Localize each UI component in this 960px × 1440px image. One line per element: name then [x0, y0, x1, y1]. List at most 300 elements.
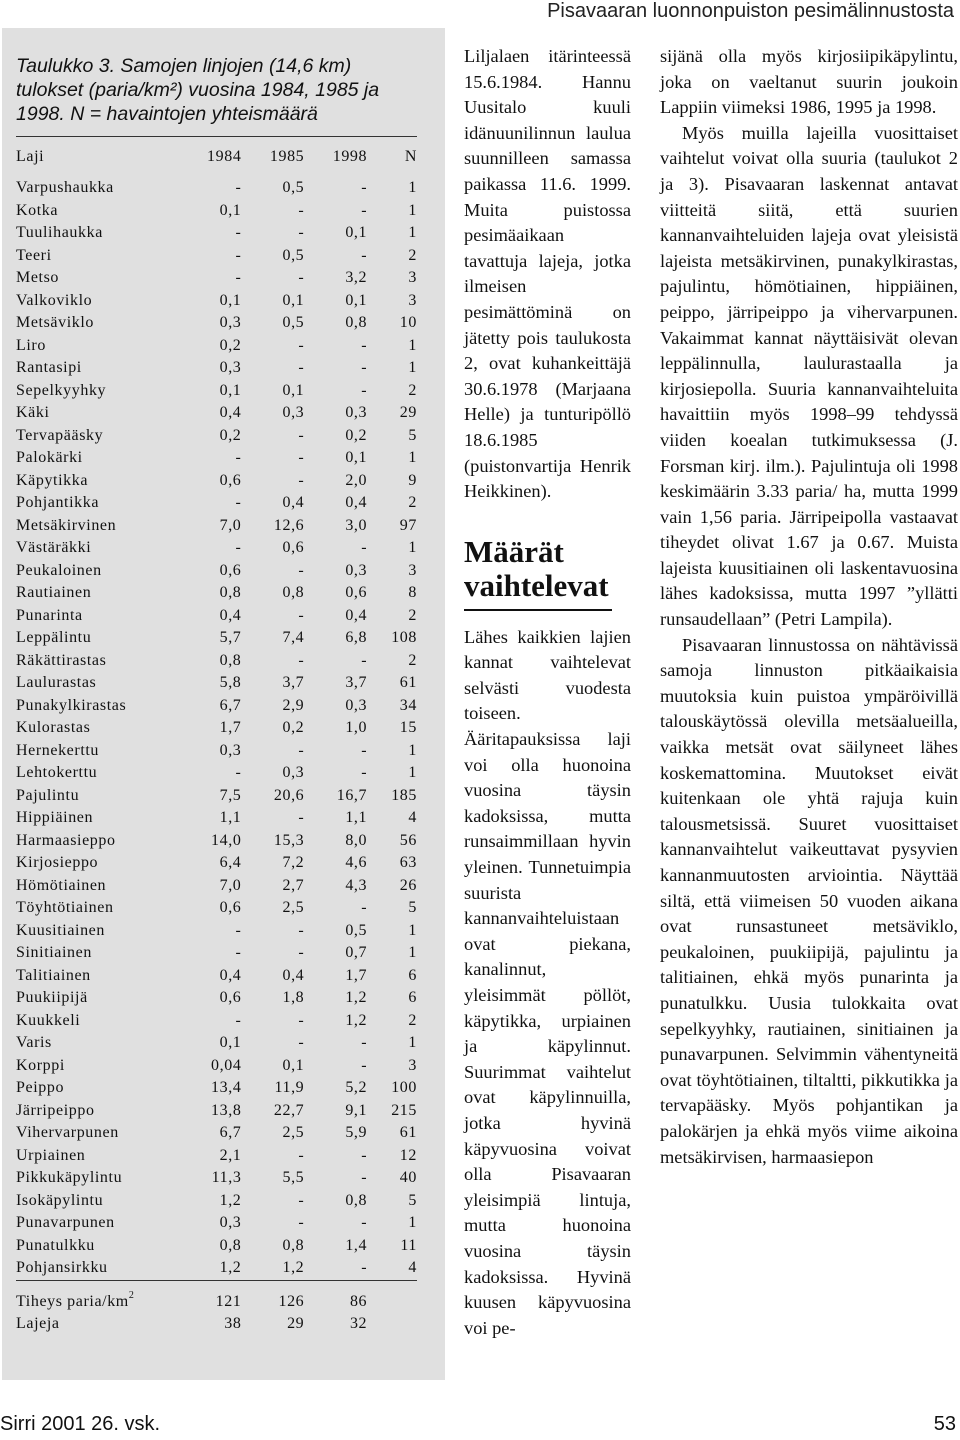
table-cell: 2	[408, 606, 417, 624]
table-cell: -	[361, 1214, 368, 1231]
header-n: N	[404, 148, 417, 165]
table-cell: 1,2	[219, 1191, 242, 1209]
table-cell: 5	[408, 899, 417, 916]
paragraph: Pisavaaran linnustossa on nähtävissä samoja linnuston pitkäaikaisia muutoksia kuin puistoa ympäröivillä talouskäytössä olevilla metsäalueilla, vaikka metsät ovat säilyneet lähes koskemattomina. Muutokset eivät kuitenkaan ole yhtä rajuja kuin talousmetsissä. Suuret vuosittaiset kannanvaihtelut vaikeuttavat pysyvien kannanmuutosten arviointia. Näyttää siltä, että viimeisen 50 vuoden aikana ovat runsastuneet metsäviklo, peukaloinen, puukiipijä, pajulintu ja talitiainen, ehkä myös punarinta ja punatulkku. Uusia tulokkaita ovat sepelkyyhky, rautiainen, sinitiainen ja punavarpunen. Selvimmin vähentyneitä ovat töyhtötiainen, tiltaltti, pikkutikka ja tervapääsky. Myös pohjantikan ja palokärjen ja ehkä myös viime aikoina metsäkirvisen, harmaasiepon	[660, 634, 958, 1167]
paragraph: Lähes kaikkien lajien kannat vaihtelevat selvästi vuodesta toiseen. Ääritapauksissa laji voi olla huonoina vuosina täysin kadoksissa, mutta runsaimmillaan hyvin yleinen. Tunnetuimpia suurista kannanvaihteluistaan ovat piekana, kanalinnut, yleisimmät pöllöt, käpytikka, urpiainen ja käpylinnut. Suurimmat vaihtelut ovat käpylinnuilla, jotka hyvinä käpyvuosina voivat olla Pisavaaran yleisimpiä lintuja, mutta huonoina vuosina täysin kadoksissa. Hyvinä kuusen käpyvuosina voi pe-	[464, 626, 631, 1338]
species-name: Talitiainen	[16, 966, 91, 984]
table-cell: 4,3	[345, 876, 368, 894]
table-cell: 13,8	[211, 1101, 242, 1119]
table-cell: 5,9	[345, 1124, 368, 1141]
header-laji: Laji	[16, 148, 45, 165]
species-name: Laulurastas	[16, 674, 97, 691]
table-cell: -	[298, 269, 305, 286]
header-1998: 1998	[332, 148, 368, 165]
table-cell: 29	[399, 404, 417, 421]
table-cell: 40	[399, 1169, 417, 1186]
table-cell: 0,1	[282, 381, 305, 399]
table-cell: -	[298, 224, 305, 241]
table-cell: 11,9	[274, 1079, 305, 1096]
species-name: Varis	[16, 1034, 52, 1051]
table-row	[16, 762, 417, 785]
table-cell: 0,4	[345, 494, 368, 511]
species-name: Sepelkyyhky	[16, 381, 107, 399]
table-row	[16, 492, 417, 515]
table-cell: 20,6	[273, 786, 305, 804]
table-cell: 6	[408, 966, 417, 984]
table-cell: 6,8	[345, 629, 368, 646]
table-cell: -	[298, 471, 305, 489]
table-cell: 12	[399, 1146, 417, 1164]
table-cell: 0,3	[282, 404, 305, 421]
table-cell: -	[298, 561, 305, 579]
table-cell: -	[361, 381, 368, 399]
table-cell: -	[235, 1011, 242, 1029]
table-cell: -	[235, 944, 242, 961]
table-cell: 2,5	[282, 899, 305, 916]
table-cell: 5,7	[219, 629, 242, 646]
table-row	[16, 1212, 417, 1235]
table-cell: 3	[408, 561, 417, 579]
table-cell: 34	[399, 696, 417, 714]
species-name: Punakylkirastas	[16, 696, 127, 714]
species-name: Vihervarpunen	[16, 1124, 119, 1141]
table-cell: 0,1	[282, 1056, 305, 1074]
table-cell: 0,6	[219, 471, 242, 489]
table-cell: 1	[408, 201, 417, 219]
table-cell: 6,7	[219, 1124, 242, 1141]
table-cell: 5,8	[219, 674, 242, 691]
table-cell: 0,5	[282, 246, 305, 264]
table-row	[16, 312, 417, 335]
table-cell: -	[298, 944, 305, 961]
paragraph: Myös muilla lajeilla vuosittaiset vaihtelut voivat olla suuria (taulukot 2 ja 3). Pisavaaran laskennat antavat viitteitä siitä, että suurien kannanvaihteluiden lajeja ovat yleisistä lajeista metsäkirvinen, punakylkirastas, pajulintu, hömötiainen, hippiäinen, peippo, järripeippo ja vihervarpunen. Vakaimmat kannat näyttäisivät olevan leppälinnulla, laulurastaalla ja kirjosiepolla. Suuria kannanvaihteluita havaittiin myös 1998–99 tehdyssä viiden koealan tutkimuksessa (J. Forsman kirj. ilm.). Pajulintuja oli 1998 keskimäärin 3.33 paria/ ha, mutta 1999 vain 1,56 paria. Järripeipolla vastaavat tiheydet olivat 1.67 ja 0.67. Muista lajeista kuusitiainen oli laskentavuosina lähes kadoksissa, mutta 1997 ”yllätti runsaudellaan” (Petri Lampila).	[660, 122, 958, 630]
table-row	[16, 650, 417, 673]
species-name: Sinitiainen	[16, 944, 92, 961]
table-cell: 2,0	[345, 471, 368, 489]
table-cell: 6	[408, 989, 417, 1006]
table-cell: -	[298, 336, 305, 354]
table-cell: 3,7	[282, 674, 305, 691]
table-row	[16, 740, 417, 763]
table-cell: 0,2	[345, 426, 368, 444]
table-cell: -	[361, 764, 368, 781]
summary-value: 29	[287, 1315, 305, 1332]
table-row	[16, 830, 417, 853]
table-cell: 1	[408, 336, 417, 354]
species-name: Puukiipijä	[16, 989, 88, 1006]
table-row	[16, 987, 417, 1010]
table-row	[16, 1055, 417, 1078]
table-rule-bottom	[16, 1280, 417, 1281]
table-cell: 0,6	[219, 989, 242, 1006]
table-cell: -	[298, 1191, 305, 1209]
table-cell: 1,7	[345, 966, 368, 984]
table-cell: 6,4	[219, 854, 242, 871]
table-cell: 2,1	[219, 1146, 242, 1164]
table-cell: -	[235, 539, 242, 556]
species-name: Kuukkeli	[16, 1011, 81, 1029]
header-1984: 1984	[207, 148, 242, 165]
table-cell: 6,7	[219, 696, 242, 714]
table-row	[16, 1032, 417, 1055]
table-cell: 1	[408, 449, 417, 466]
species-name: Tuulihaukka	[16, 224, 103, 241]
table-cell: 1,2	[345, 989, 368, 1006]
table-row	[16, 627, 417, 650]
table-cell: 0,3	[345, 696, 368, 714]
table-cell: 0,3	[345, 404, 368, 421]
table-cell: 185	[391, 786, 417, 804]
species-name: Kotka	[16, 201, 59, 219]
table-cell: 0,7	[345, 944, 368, 961]
summary-row-density	[16, 1291, 417, 1314]
species-name: Liro	[16, 336, 46, 354]
table-row	[16, 447, 417, 470]
table-cell: 0,1	[219, 291, 242, 309]
table-cell: 26	[399, 876, 417, 894]
species-name: Punavarpunen	[16, 1214, 115, 1231]
table-cell: -	[235, 494, 242, 511]
table-cell: -	[361, 359, 368, 376]
table-row	[16, 1100, 417, 1123]
species-name: Käpytikka	[16, 471, 89, 489]
table-cell: 8,0	[345, 831, 368, 849]
table-cell: 63	[399, 854, 417, 871]
table-3-box	[2, 28, 445, 1380]
table-cell: -	[298, 426, 305, 444]
table-cell: 1,2	[282, 1259, 305, 1276]
table-row	[16, 222, 417, 245]
species-name: Pohjantikka	[16, 494, 100, 511]
table-cell: 97	[399, 516, 417, 534]
table-cell: 215	[391, 1101, 417, 1119]
table-cell: -	[361, 899, 368, 916]
table-cell: -	[361, 1169, 368, 1186]
table-cell: 12,6	[273, 516, 305, 534]
species-name: Harmaasieppo	[16, 831, 116, 849]
table-row	[16, 267, 417, 290]
table-cell: 0,1	[282, 291, 305, 309]
species-name: Metso	[16, 269, 59, 286]
species-name: Järripeippo	[16, 1101, 95, 1119]
summary-row-species	[16, 1313, 417, 1336]
table-cell: 1,2	[345, 1011, 368, 1029]
table-cell: 9	[408, 471, 417, 489]
table-cell: 0,6	[282, 539, 305, 556]
species-name: Palokärki	[16, 449, 83, 466]
table-row	[16, 177, 417, 200]
table-cell: -	[235, 269, 242, 286]
table-cell: 7,5	[219, 786, 242, 804]
table-cell: 5,2	[345, 1079, 368, 1096]
table-cell: 56	[399, 831, 417, 849]
table-cell: 3,0	[345, 516, 368, 534]
table-cell: 4	[408, 1259, 417, 1276]
species-name: Urpiainen	[16, 1146, 86, 1164]
text-column-2	[464, 44, 631, 1341]
table-cell: 2	[408, 1011, 417, 1029]
table-cell: 61	[399, 674, 417, 691]
species-name: Varpushaukka	[16, 179, 114, 196]
table-cell: 0,5	[282, 179, 305, 196]
table-row	[16, 785, 417, 808]
paragraph: Liljalaen itärinteessä 15.6.1984. Hannu Uusitalo kuuli idänuunilinnun laulua suunnilleen samassa paikassa 11.6. 1999. Muita puistossa pesimäaikaan tavattuja lajeja, jotka ilmeisen pesimättöminä on jätetty pois taulukosta 2, ovat kuhankeittäjä 30.6.1978 (Marjaana Helle) ja tunturipöllö 18.6.1985 (puistonvartija Henrik Heikkinen).	[464, 46, 631, 502]
table-cell: 0,8	[219, 651, 242, 669]
species-name: Pikkukäpylintu	[16, 1169, 123, 1186]
summary-value: 121	[215, 1292, 242, 1310]
table-cell: 0,04	[211, 1056, 242, 1074]
table-cell: 2	[408, 651, 417, 669]
summary-value: 38	[224, 1315, 242, 1332]
table-row	[16, 245, 417, 268]
table-cell: 61	[399, 1124, 417, 1141]
table-cell: -	[298, 741, 305, 759]
table-cell: 0,1	[219, 201, 242, 219]
table-cell: 1	[408, 539, 417, 556]
table-cell: -	[298, 1214, 305, 1231]
table-cell: -	[361, 1259, 368, 1276]
table-cell: -	[298, 809, 305, 826]
species-name: Rantasipi	[16, 359, 82, 376]
table-cell: -	[361, 336, 368, 354]
table-cell: 0,3	[345, 561, 368, 579]
table-cell: 2,5	[282, 1124, 305, 1141]
table-cell: -	[361, 246, 368, 264]
table-cell: 0,3	[282, 764, 305, 781]
table-cell: 3	[408, 1056, 417, 1074]
table-row	[16, 515, 417, 538]
species-name: Lehtokerttu	[16, 764, 98, 781]
table-row	[16, 897, 417, 920]
table-cell: -	[361, 1056, 368, 1074]
table-row	[16, 470, 417, 493]
species-name: Metsäkirvinen	[16, 516, 117, 534]
section-heading-rule	[464, 609, 612, 611]
table-cell: -	[235, 179, 242, 196]
species-name: Punatulkku	[16, 1236, 95, 1254]
table-cell: 2	[408, 381, 417, 399]
table-cell: 4	[408, 809, 417, 826]
table-cell: 1,1	[345, 809, 368, 826]
table-row	[16, 335, 417, 358]
table-cell: -	[298, 1146, 305, 1164]
summary-value: 86	[349, 1292, 368, 1310]
table-cell: 16,7	[336, 786, 368, 804]
species-name: Kirjosieppo	[16, 854, 99, 871]
table-cell: 0,8	[282, 1236, 305, 1254]
table-cell: 11	[400, 1236, 417, 1254]
table-cell: 5	[408, 1191, 417, 1209]
table-cell: 4,6	[345, 854, 368, 871]
table-row	[16, 875, 417, 898]
species-name: Hippiäinen	[16, 809, 94, 826]
table-cell: 1,4	[345, 1236, 368, 1254]
table-cell: 1	[408, 741, 417, 759]
table-cell: 1,1	[219, 809, 242, 826]
table-row	[16, 717, 417, 740]
table-row	[16, 1010, 417, 1033]
species-name: Västäräkki	[16, 539, 92, 556]
table-row	[16, 807, 417, 830]
species-name: Metsäviklo	[16, 314, 94, 331]
summary-label: Lajeja	[16, 1315, 60, 1332]
species-name: Leppälintu	[16, 629, 92, 646]
species-name: Punarinta	[16, 606, 83, 624]
table-cell: 0,3	[219, 314, 242, 331]
bird-density-table	[16, 137, 417, 1280]
table-row	[16, 965, 417, 988]
table-cell: 1	[408, 944, 417, 961]
table-cell: 3,7	[345, 674, 368, 691]
table-cell: 5,5	[282, 1169, 305, 1186]
summary-value: 126	[278, 1292, 305, 1310]
table-cell: 0,4	[219, 606, 242, 624]
species-name: Kuusitiainen	[16, 921, 105, 939]
table-cell: 0,1	[219, 381, 242, 399]
table-cell: -	[361, 201, 368, 219]
table-cell: -	[298, 606, 305, 624]
paragraph: sijänä olla myös kirjosiipikäpylintu, joka on vaeltanut suurin joukoin Lappiin viimeksi 1986, 1995 ja 1998.	[660, 46, 958, 118]
text-column-3	[660, 44, 958, 1170]
table-cell: 100	[391, 1079, 417, 1096]
table-row	[16, 425, 417, 448]
header-1985: 1985	[269, 148, 305, 165]
species-name: Räkättirastas	[16, 651, 107, 669]
table-cell: -	[235, 449, 242, 466]
table-cell: 2,9	[282, 696, 305, 714]
table-cell: 1	[408, 179, 417, 196]
table-cell: -	[235, 764, 242, 781]
table-cell: -	[361, 1034, 368, 1051]
table-cell: 0,3	[219, 1214, 242, 1231]
table-cell: 0,3	[219, 741, 242, 759]
page-number: 53	[933, 1413, 956, 1435]
table-row	[16, 1145, 417, 1168]
table-cell: 0,1	[345, 291, 368, 309]
table-cell: 1	[408, 359, 417, 376]
table-row	[16, 1190, 417, 1213]
table-row	[16, 1167, 417, 1190]
species-name: Valkoviklo	[16, 291, 93, 309]
table-cell: -	[235, 921, 242, 939]
table-cell: 1	[408, 1214, 417, 1231]
table-cell: 0,3	[219, 359, 242, 376]
table-cell: 7,0	[219, 516, 242, 534]
summary-table	[16, 1291, 417, 1336]
table-row	[16, 537, 417, 560]
table-row	[16, 357, 417, 380]
table-row	[16, 672, 417, 695]
table-cell: -	[298, 1011, 305, 1029]
table-cell: 1	[408, 224, 417, 241]
table-cell: 0,4	[219, 966, 242, 984]
species-name: Käki	[16, 404, 50, 421]
table-cell: -	[298, 651, 305, 669]
table-row	[16, 582, 417, 605]
table-cell: 0,2	[219, 426, 242, 444]
table-cell: 0,1	[345, 224, 368, 241]
species-name: Peukaloinen	[16, 561, 102, 579]
species-name: Peippo	[16, 1079, 65, 1096]
table-cell: -	[298, 201, 305, 219]
table-cell: -	[361, 179, 368, 196]
summary-value: 32	[349, 1315, 368, 1332]
table-cell: 0,8	[282, 584, 305, 601]
table-cell: -	[235, 246, 242, 264]
table-cell: 0,1	[345, 449, 368, 466]
table-row	[16, 200, 417, 223]
table-cell: 2	[408, 494, 417, 511]
table-cell: 3	[408, 269, 417, 286]
table-cell: 0,8	[219, 1236, 242, 1254]
species-name: Rautiainen	[16, 584, 92, 601]
table-cell: 0,2	[282, 719, 305, 736]
species-name: Pohjansirkku	[16, 1259, 108, 1276]
running-head: Pisavaaran luonnonpuiston pesimälinnustosta	[547, 0, 954, 22]
table-cell: 1,0	[345, 719, 368, 736]
table-row	[16, 1235, 417, 1258]
table-row	[16, 560, 417, 583]
table-cell: 14,0	[211, 831, 242, 849]
table-cell: 108	[391, 629, 417, 646]
table-cell: 0,6	[219, 561, 242, 579]
table-cell: 15,3	[273, 831, 305, 849]
species-name: Hömötiainen	[16, 876, 107, 894]
table-cell: 1,2	[219, 1259, 242, 1276]
table-cell: -	[235, 224, 242, 241]
table-cell: 0,4	[219, 404, 242, 421]
table-cell: 22,7	[273, 1101, 305, 1119]
table-cell: 0,6	[345, 584, 368, 601]
table-cell: -	[298, 449, 305, 466]
section-heading: Määrät vaihtelevat	[464, 533, 609, 603]
table-cell: 0,4	[345, 606, 368, 624]
table-row	[16, 1077, 417, 1100]
table-cell: 0,1	[219, 1034, 242, 1051]
table-cell: 3,2	[345, 269, 368, 286]
table-row	[16, 402, 417, 425]
table-row	[16, 290, 417, 313]
table-cell: 5	[408, 426, 417, 444]
table-cell: 0,6	[219, 899, 242, 916]
table-cell: 0,5	[282, 314, 305, 331]
table-cell: 0,8	[345, 314, 368, 331]
table-cell: -	[298, 359, 305, 376]
table-cell: 0,5	[345, 921, 368, 939]
table-cell: 9,1	[345, 1101, 368, 1119]
table-cell: 1	[408, 921, 417, 939]
table-cell: -	[298, 1034, 305, 1051]
table-cell: 0,4	[282, 494, 305, 511]
table-cell: -	[298, 921, 305, 939]
summary-label: Tiheys paria/$km^2$	[16, 1289, 135, 1310]
table-cell: -	[361, 651, 368, 669]
table-row	[16, 605, 417, 628]
table-cell: 1,7	[219, 719, 242, 736]
table-cell: 0,8	[219, 584, 242, 601]
table-cell: 13,4	[211, 1079, 242, 1096]
species-name: Hernekerttu	[16, 741, 100, 759]
table-row	[16, 380, 417, 403]
table-cell: -	[361, 1146, 368, 1164]
table-cell: 3	[408, 291, 417, 309]
table-cell: 7,2	[282, 854, 305, 871]
table-cell: 0,2	[219, 336, 242, 354]
species-name: Tervapääsky	[16, 426, 104, 444]
table-cell: 0,4	[282, 966, 305, 984]
table-cell: -	[361, 741, 368, 759]
table-cell: 15	[399, 719, 417, 736]
